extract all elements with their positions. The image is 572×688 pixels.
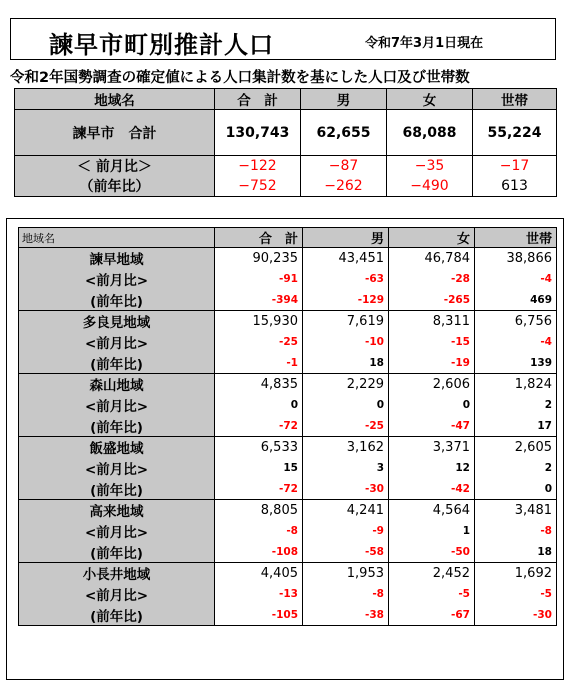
region-year-row-female: -50 [389,542,475,563]
region-row-female: 2,452 [389,563,475,584]
region-month-label: <前月比> [19,521,215,542]
region-year-row-female: -67 [389,605,475,626]
region-name: 飯盛地域 [19,437,215,458]
region-name: 森山地域 [19,374,215,395]
region-month-row [19,332,557,353]
region-month-row [19,269,557,290]
region-year-row-households: 469 [475,290,557,311]
region-year-row-female: -42 [389,479,475,500]
regions-header-area: 地域名 [19,228,215,248]
region-name: 小長井地域 [19,563,215,584]
region-month-row [19,395,557,416]
region-month-label: <前月比> [19,269,215,290]
summary-header-total: 合 計 [215,89,301,110]
as-of-date: 令和7年3月1日現在 [365,36,484,51]
region-row-households: 1,824 [475,374,557,395]
region-row [19,248,557,269]
region-month-label: <前月比> [19,395,215,416]
region-row [19,563,557,584]
region-row-female: 46,784 [389,248,475,269]
region-year-row-total: -72 [215,416,303,437]
region-month-row-female: 1 [389,521,475,542]
summary-header-female: 女 [387,89,473,110]
summary-year-female: −490 [387,176,473,197]
region-month-row-female: 12 [389,458,475,479]
region-month-row-total: 15 [215,458,303,479]
summary-month-households: −17 [473,156,557,177]
region-row-total: 6,533 [215,437,303,458]
region-name: 諫早地域 [19,248,215,269]
summary-header-male: 男 [301,89,387,110]
regions-header-female: 女 [389,228,475,248]
region-row-male: 1,953 [303,563,389,584]
region-row [19,500,557,521]
region-year-row [19,605,557,626]
region-month-row-total: -25 [215,332,303,353]
summary-header-area: 地域名 [15,89,215,110]
region-name: 多良見地域 [19,311,215,332]
region-month-row [19,521,557,542]
region-month-row [19,458,557,479]
region-row-male: 2,229 [303,374,389,395]
region-year-label: (前年比) [19,542,215,563]
region-row-total: 4,405 [215,563,303,584]
region-year-row-male: 18 [303,353,389,374]
region-month-row-total: 0 [215,395,303,416]
region-month-row-female: -28 [389,269,475,290]
region-month-row-male: 0 [303,395,389,416]
region-row-total: 8,805 [215,500,303,521]
region-month-row-female: -5 [389,584,475,605]
summary-year-male: −262 [301,176,387,197]
region-row-female: 2,606 [389,374,475,395]
regions-table [18,227,557,626]
region-year-row-total: -72 [215,479,303,500]
region-year-label: (前年比) [19,353,215,374]
region-year-label: (前年比) [19,479,215,500]
region-month-row-households: 2 [475,458,557,479]
summary-year-label: （前年比） [15,176,215,197]
summary-city-households: 55,224 [473,110,557,156]
summary-header-households: 世帯 [473,89,557,110]
region-year-row-male: -129 [303,290,389,311]
region-month-row-households: -8 [475,521,557,542]
region-year-label: (前年比) [19,290,215,311]
region-row [19,311,557,332]
region-month-row-households: 2 [475,395,557,416]
region-month-row-male: -8 [303,584,389,605]
region-year-row-households: 17 [475,416,557,437]
region-month-row-total: -13 [215,584,303,605]
region-year-row-total: -394 [215,290,303,311]
region-row-total: 15,930 [215,311,303,332]
region-row-female: 8,311 [389,311,475,332]
summary-year-total: −752 [215,176,301,197]
region-month-row-male: -63 [303,269,389,290]
region-year-row [19,290,557,311]
summary-month-female: −35 [387,156,473,177]
page-title: 諫早市町別推計人口 [49,31,274,59]
region-year-label: (前年比) [19,416,215,437]
region-year-row-total: -105 [215,605,303,626]
region-year-row-households: -30 [475,605,557,626]
region-month-row-total: -91 [215,269,303,290]
region-year-row [19,479,557,500]
region-year-row-households: 0 [475,479,557,500]
regions-header-male: 男 [303,228,389,248]
region-row-households: 2,605 [475,437,557,458]
region-row-households: 3,481 [475,500,557,521]
region-row-male: 7,619 [303,311,389,332]
region-month-row-female: -15 [389,332,475,353]
title-box [10,18,556,60]
region-row-total: 4,835 [215,374,303,395]
region-month-row-female: 0 [389,395,475,416]
summary-month-total: −122 [215,156,301,177]
region-year-row [19,542,557,563]
region-row-female: 4,564 [389,500,475,521]
region-row-male: 4,241 [303,500,389,521]
region-year-row-male: -25 [303,416,389,437]
region-year-row [19,416,557,437]
region-row-female: 3,371 [389,437,475,458]
region-row-male: 43,451 [303,248,389,269]
summary-month-label: ＜ 前月比＞ [15,156,215,177]
summary-year-households: 613 [473,176,557,197]
region-month-row-male: -9 [303,521,389,542]
regions-header-households: 世帯 [475,228,557,248]
region-month-row-households: -5 [475,584,557,605]
region-month-row-total: -8 [215,521,303,542]
region-month-row [19,584,557,605]
summary-city-total: 130,743 [215,110,301,156]
region-name: 高来地域 [19,500,215,521]
region-year-row-male: -38 [303,605,389,626]
region-row-households: 1,692 [475,563,557,584]
region-month-row-male: -10 [303,332,389,353]
region-year-row-households: 139 [475,353,557,374]
region-year-row-female: -47 [389,416,475,437]
summary-month-male: −87 [301,156,387,177]
region-year-label: (前年比) [19,605,215,626]
region-row-households: 38,866 [475,248,557,269]
region-month-label: <前月比> [19,584,215,605]
region-month-row-households: -4 [475,332,557,353]
region-year-row-total: -108 [215,542,303,563]
region-month-row-male: 3 [303,458,389,479]
summary-city-male: 62,655 [301,110,387,156]
region-month-label: <前月比> [19,332,215,353]
summary-city-label: 諫早市 合計 [15,110,215,156]
region-year-row-total: -1 [215,353,303,374]
region-year-row-households: 18 [475,542,557,563]
region-row [19,437,557,458]
region-row-male: 3,162 [303,437,389,458]
region-year-row-female: -19 [389,353,475,374]
summary-city-female: 68,088 [387,110,473,156]
page-subtitle: 令和2年国勢調査の確定値による人口集計数を基にした人口及び世帯数 [10,70,470,86]
regions-header-total: 合 計 [215,228,303,248]
region-year-row-male: -58 [303,542,389,563]
region-row [19,374,557,395]
region-year-row-male: -30 [303,479,389,500]
region-month-label: <前月比> [19,458,215,479]
region-year-row-female: -265 [389,290,475,311]
region-row-total: 90,235 [215,248,303,269]
region-year-row [19,353,557,374]
region-row-households: 6,756 [475,311,557,332]
region-month-row-households: -4 [475,269,557,290]
summary-table [14,88,557,197]
